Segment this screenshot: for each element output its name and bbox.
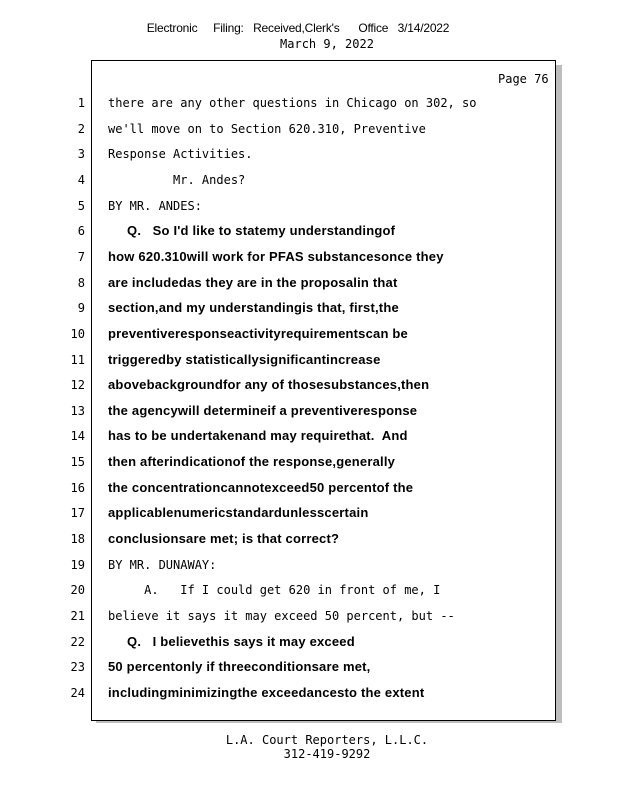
line-text: abovebackgroundfor any of thosesubstances,then	[108, 377, 430, 392]
line-number: 18	[70, 532, 85, 546]
line-text: the agencywill determineif a preventiveresponse	[108, 403, 418, 418]
page-number: Page 76	[498, 72, 549, 86]
line-text: A. If I could get 620 in front of me, I	[108, 583, 441, 597]
filing-stamp: Electronic Filing: Received,Clerk's Office 3/14/2022	[146, 21, 450, 35]
line-text: preventiveresponseactivityrequirementscan be	[108, 326, 408, 341]
line-number: 10	[70, 327, 85, 341]
line-number: 23	[70, 660, 85, 674]
line-number: 19	[70, 558, 85, 572]
line-number: 17	[70, 506, 85, 520]
line-number: 4	[77, 173, 85, 187]
line-number: 14	[70, 429, 85, 443]
line-text: triggeredby statisticallysignificantincrease	[108, 352, 381, 367]
line-number: 1	[77, 96, 85, 110]
line-number: 5	[77, 199, 85, 213]
footer-phone: 312-419-9292	[283, 747, 371, 761]
line-number: 2	[77, 122, 85, 136]
line-number: 21	[70, 609, 85, 623]
line-text: has to be undertakenand may requirethat. And	[108, 428, 408, 443]
line-number: 11	[70, 353, 85, 367]
line-number: 16	[70, 481, 85, 495]
line-text: includingminimizingthe exceedancesto the extent	[108, 685, 425, 700]
line-text: Mr. Andes?	[108, 173, 246, 187]
line-text: there are any other questions in Chicago on 302, so	[108, 96, 477, 110]
line-text: BY MR. ANDES:	[108, 199, 202, 213]
line-text: Response Activities.	[108, 147, 253, 161]
line-text: then afterindicationof the response,generally	[108, 454, 396, 469]
line-text: we'll move on to Section 620.310, Preventive	[108, 122, 426, 136]
line-text: the concentrationcannotexceed50 percentof the	[108, 480, 414, 495]
line-text: 50 percentonly if threeconditionsare met,	[108, 659, 371, 674]
line-text: Q. I believethis says it may exceed	[108, 634, 355, 649]
line-text: are includedas they are in the proposalin that	[108, 275, 398, 290]
line-text: applicablenumericstandardunlesscertain	[108, 505, 369, 520]
line-text: believe it says it may exceed 50 percent, but --	[108, 609, 455, 623]
header-date: March 9, 2022	[280, 37, 374, 51]
line-number: 24	[70, 686, 85, 700]
line-text: section,and my understandingis that, first,the	[108, 300, 399, 315]
line-number: 13	[70, 404, 85, 418]
line-text: Q. So I'd like to statemy understandingof	[108, 223, 396, 238]
line-number: 8	[77, 276, 85, 290]
line-text: how 620.310will work for PFAS substancesonce they	[108, 249, 444, 264]
line-number: 12	[70, 378, 85, 392]
line-number: 7	[77, 250, 85, 264]
footer-company: L.A. Court Reporters, L.L.C.	[225, 733, 429, 747]
line-number: 20	[70, 583, 85, 597]
line-number: 6	[77, 224, 85, 238]
line-number: 15	[70, 455, 85, 469]
line-text: BY MR. DUNAWAY:	[108, 558, 217, 572]
line-number: 9	[77, 301, 85, 315]
line-number: 22	[70, 635, 85, 649]
line-number: 3	[77, 147, 85, 161]
line-text: conclusionsare met; is that correct?	[108, 531, 340, 546]
